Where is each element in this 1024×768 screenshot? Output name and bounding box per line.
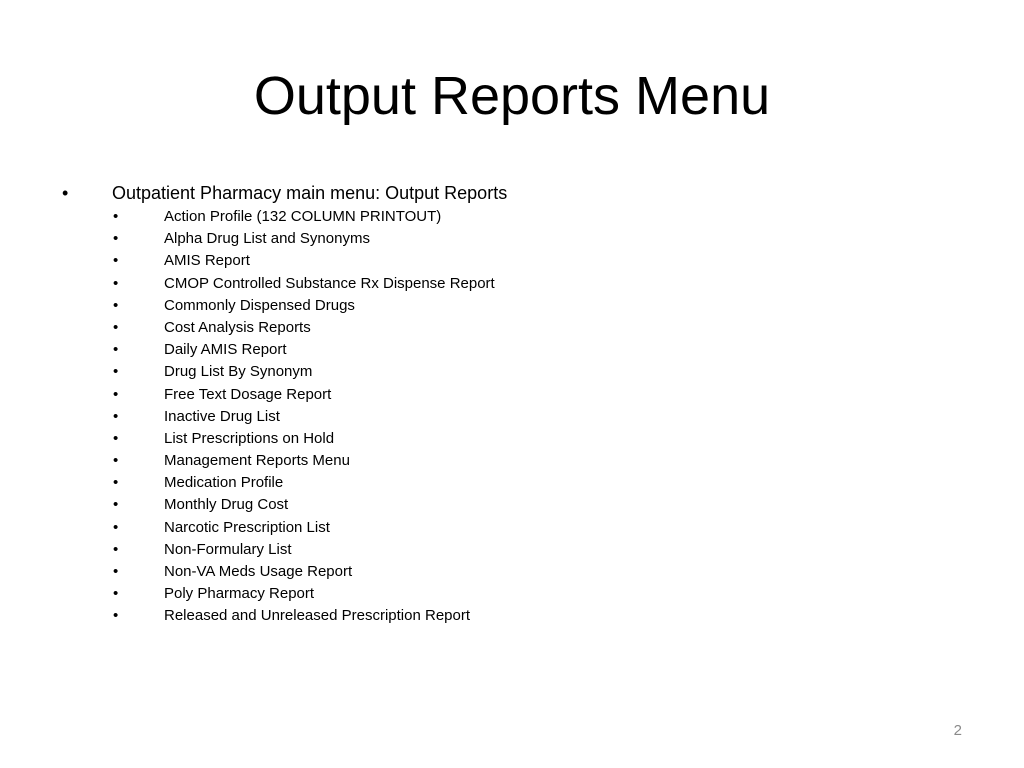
list-item-text: Narcotic Prescription List: [164, 518, 330, 536]
list-item: [0, 206, 1024, 228]
list-item: [0, 583, 1024, 605]
bullet-marker: •: [113, 407, 119, 425]
list-item: [0, 605, 1024, 627]
bullet-marker: •: [113, 208, 119, 225]
list-item-text: Non-VA Meds Usage Report: [164, 563, 353, 580]
bullet-marker: •: [113, 452, 119, 470]
bullet-marker: •: [113, 563, 119, 580]
list-item: [0, 361, 1024, 383]
list-item: [0, 339, 1024, 361]
list-item: [0, 472, 1024, 494]
main-bullet-text: Outpatient Pharmacy main menu: Output Reports: [112, 183, 508, 203]
list-item: [0, 450, 1024, 472]
list-item: [0, 317, 1024, 339]
list-item-text: Action Profile (132 COLUMN PRINTOUT): [164, 208, 442, 225]
list-item-text: Management Reports Menu: [164, 452, 350, 470]
bullet-marker: •: [113, 474, 119, 492]
list-item: [0, 273, 1024, 295]
list-item-text: Poly Pharmacy Report: [164, 585, 315, 603]
list-item-text: Free Text Dosage Report: [164, 385, 332, 403]
bullet-marker: •: [113, 496, 119, 514]
slide-content: [0, 180, 1024, 628]
bullet-marker: •: [113, 318, 119, 336]
bullet-marker: •: [113, 363, 119, 381]
list-item: [0, 384, 1024, 406]
output-reports-list: [0, 206, 1024, 628]
list-item: [0, 539, 1024, 561]
list-item: [0, 561, 1024, 583]
list-item-text: Commonly Dispensed Drugs: [164, 296, 355, 314]
list-item-text: CMOP Controlled Substance Rx Dispense Report: [164, 274, 495, 292]
slide-title: Output Reports Menu: [253, 66, 771, 126]
bullet-marker: •: [113, 230, 119, 248]
list-item-text: Monthly Drug Cost: [164, 496, 289, 514]
bullet-marker: •: [113, 296, 119, 314]
bullet-marker: •: [113, 252, 119, 270]
page-number: 2: [953, 722, 962, 739]
bullet-marker: •: [113, 585, 119, 603]
list-item: [0, 406, 1024, 428]
list-item-text: Inactive Drug List: [164, 407, 280, 425]
list-item: [0, 228, 1024, 250]
bullet-marker: •: [113, 607, 119, 625]
list-item: [0, 517, 1024, 539]
list-item: [0, 295, 1024, 317]
list-item-text: Cost Analysis Reports: [164, 318, 311, 336]
bullet-marker: •: [113, 518, 119, 536]
list-item: [0, 494, 1024, 516]
list-item-text: List Prescriptions on Hold: [164, 429, 335, 447]
bullet-marker: •: [62, 183, 69, 203]
list-item-text: Non-Formulary List: [164, 540, 292, 558]
bullet-marker: •: [113, 540, 119, 558]
bullet-marker: •: [113, 385, 119, 403]
bullet-marker: •: [113, 274, 119, 292]
list-item-text: Drug List By Synonym: [164, 363, 313, 381]
list-item-text: Daily AMIS Report: [164, 341, 287, 359]
list-item: [0, 428, 1024, 450]
list-item: [0, 250, 1024, 272]
bullet-marker: •: [113, 429, 119, 447]
list-item-text: Released and Unreleased Prescription Report: [164, 607, 471, 625]
list-item-text: Medication Profile: [164, 474, 284, 492]
main-bullet-item: [0, 180, 1024, 206]
bullet-marker: •: [113, 341, 119, 359]
list-item-text: Alpha Drug List and Synonyms: [164, 230, 370, 248]
list-item-text: AMIS Report: [164, 252, 250, 270]
